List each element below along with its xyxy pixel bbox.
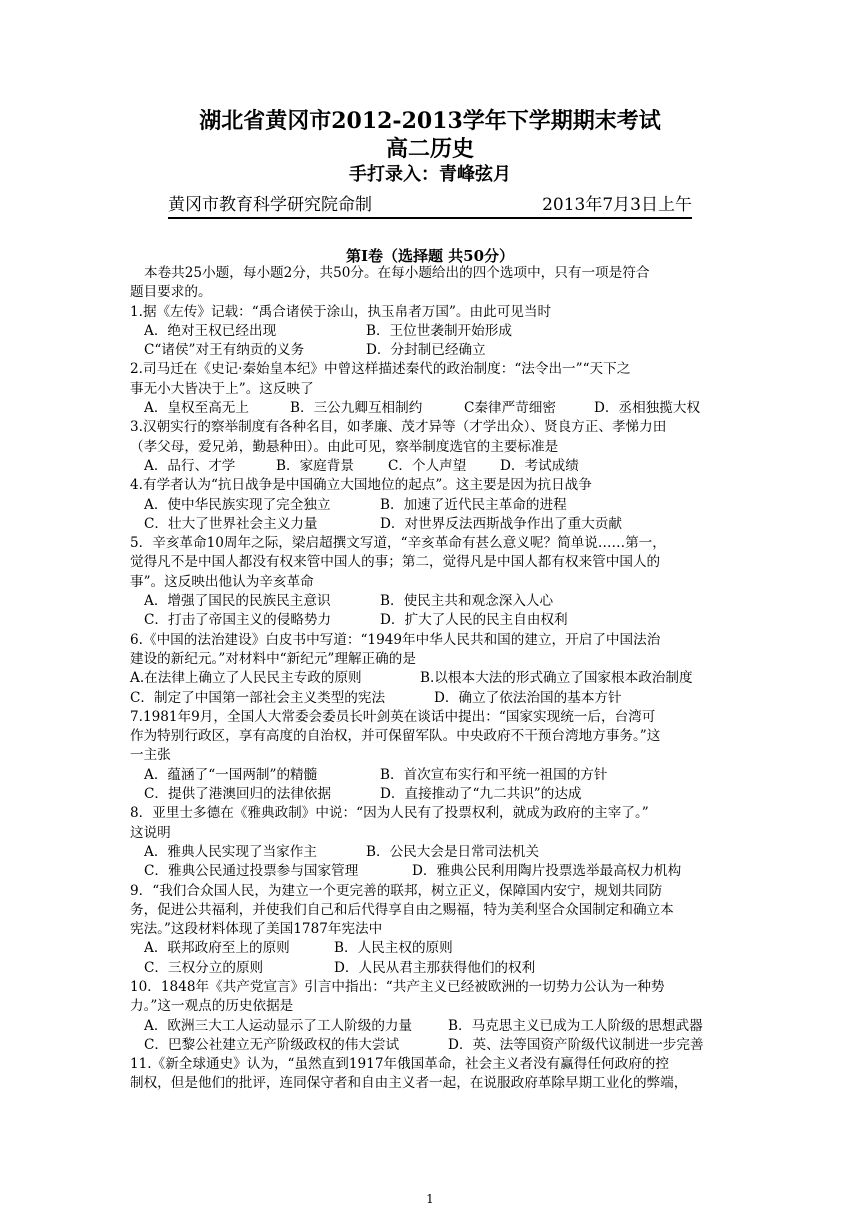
options-row [130, 457, 730, 476]
question-stem: 建设的新纪元。”对材料中“新纪元”理解正确的是 [130, 650, 416, 667]
instructions: 题目要求的。 [130, 284, 212, 301]
subject-title: 高二历史 [385, 136, 474, 162]
option: B．加速了近代民主革命的进程 [380, 496, 567, 513]
question-stem: 觉得凡不是中国人都没有权来管中国人的事；第二，觉得凡是中国人都有权来管中国人的 [130, 554, 661, 571]
option: B．三公九卿互相制约 [290, 400, 423, 417]
question-stem: 力。”这一观点的历史依据是 [130, 998, 294, 1015]
issuer-line [168, 190, 692, 219]
option: A．欧洲三大工人运动显示了工人阶级的力量 [144, 1017, 413, 1034]
options-row [130, 689, 730, 708]
question-body [130, 264, 730, 1094]
question-stem: 1.据《左传》记载：“禹合诸侯于涂山，执玉帛者万国”。由此可见当时 [130, 303, 552, 320]
question-stem: 8．亚里士多德在《雅典政制》中说：“因为人民有了投票权利，就成为政府的主宰了。” [130, 805, 649, 822]
option: D．人民从君主那获得他们的权利 [334, 959, 536, 976]
option: B．人民主权的原则 [334, 940, 453, 957]
option: B．马克思主义已成为工人阶级的思想武器 [448, 1017, 703, 1034]
question-stem: 3.汉朝实行的察举制度有各种名目，如孝廉、茂才异等（才学出众）、贤良方正、孝悌力田 [130, 419, 667, 436]
option: B．家庭背景 [276, 457, 354, 474]
option: A．联邦政府至上的原则 [144, 940, 290, 957]
options-row [130, 322, 730, 341]
question-stem: 10．1848年《共产党宣言》引言中指出：“共产主义已经被欧洲的一切势力公认为一种势 [130, 978, 665, 995]
options-row [130, 939, 730, 958]
option: D．丞相独揽大权 [594, 400, 701, 417]
option: D．确立了依法治国的基本方针 [434, 689, 622, 706]
options-row [130, 515, 730, 534]
options-row [130, 785, 730, 804]
options-row [130, 1036, 730, 1055]
option: B．公民大会是日常司法机关 [366, 843, 540, 860]
question-stem: 4.有学者认为“抗日战争是中国确立大国地位的起点”。这主要是因为抗日战争 [130, 477, 592, 494]
option: D．扩大了人民的民主自由权利 [380, 612, 568, 629]
question-stem: 这说明 [130, 824, 171, 841]
option: B．王位世袭制开始形成 [366, 322, 512, 339]
options-row [130, 959, 730, 978]
option: C．打击了帝国主义的侵略势力 [144, 612, 332, 629]
options-row [130, 843, 730, 862]
option: A．蕴涵了“一国两制”的精髓 [144, 766, 318, 783]
option: B．首次宣布实行和平统一祖国的方针 [380, 766, 608, 783]
option: C．提供了港澳回归的法律依据 [144, 786, 332, 803]
options-row [130, 496, 730, 515]
question-stem: 9．“我们合众国人民，为建立一个更完善的联邦，树立正义，保障国内安宁，规划共同防 [130, 882, 663, 899]
question-stem: 事无小大皆决于上”。这反映了 [130, 380, 314, 397]
options-row [130, 399, 730, 418]
question-stem: 6.《中国的法治建设》白皮书中写道：“1949年中华人民共和国的建立，开启了中国法治 [130, 631, 661, 648]
option: D．对世界反法西斯战争作出了重大贡献 [380, 515, 622, 532]
option: A．使中华民族实现了完全独立 [144, 496, 331, 513]
option: D．考试成绩 [500, 457, 579, 474]
option: C．三权分立的原则 [144, 959, 264, 976]
question-stem: 11.《新全球通史》认为，“虽然直到1917年俄国革命，社会主义者没有赢得任何政府的控 [130, 1056, 669, 1073]
option: C．壮大了世界社会主义力量 [144, 515, 318, 532]
issuer-name: 黄冈市教育科学研究院命制 [168, 195, 372, 215]
option: A．雅典人民实现了当家作主 [144, 843, 317, 860]
options-row [130, 862, 730, 881]
option: D．雅典公民利用陶片投票选举最高权力机构 [412, 863, 682, 880]
question-stem: 一主张 [130, 747, 171, 764]
question-stem: 务，促进公共福利，并使我们自己和后代得享自由之赐福，特为美利坚合众国制定和确立本 [130, 901, 674, 918]
option: C．制定了中国第一部社会主义类型的宪法 [130, 689, 386, 706]
question-stem: 作为特别行政区，享有高度的自治权，并可保留军队。中央政府不干预台湾地方事务。”这 [130, 728, 661, 745]
option: C“诸侯”对王有纳贡的义务 [144, 342, 305, 359]
question-stem: 制权，但是他们的批评，连同保守者和自由主义者一起，在说服政府革除早期工业化的弊端， [130, 1075, 688, 1092]
option: A．皇权至高无上 [144, 400, 249, 417]
exam-date: 2013年7月3日上午 [542, 195, 692, 215]
instructions: 本卷共25小题，每小题2分，共50分。在每小题给出的四个选项中，只有一项是符合 [144, 265, 650, 281]
section-title: 第Ⅰ卷（选择题 共50分） [345, 247, 515, 265]
option: C秦律严苛细密 [464, 400, 556, 417]
typist-credit: 手打录入：青峰弦月 [349, 164, 511, 185]
options-row [130, 592, 730, 611]
option: A．绝对王权已经出现 [144, 322, 277, 339]
page-number: 1 [426, 1192, 434, 1206]
question-stem: 宪法。”这段材料体现了美国1787年宪法中 [130, 921, 383, 938]
option: B.以根本大法的形式确立了国家根本政治制度 [420, 670, 693, 687]
question-stem: 5．辛亥革命10周年之际，梁启超撰文写道，“辛亥革命有甚么意义呢？简单说……第一， [130, 535, 666, 552]
options-row [130, 341, 730, 360]
option: C．雅典公民通过投票参与国家管理 [144, 863, 359, 880]
option: C．巴黎公社建立无产阶级政权的伟大尝试 [144, 1036, 400, 1053]
option: A．品行、才学 [144, 457, 236, 474]
question-stem: 7.1981年9月，全国人大常委会委员长叶剑英在谈话中提出：“国家实现统一后，台湾可 [130, 708, 656, 725]
options-row [130, 766, 730, 785]
question-stem: 2.司马迁在《史记·秦始皇本纪》中曾这样描述秦代的政治制度：“法令出一”“天下之 [130, 361, 631, 378]
option: D．英、法等国资产阶级代议制进一步完善 [448, 1036, 704, 1053]
question-stem: 事”。这反映出他认为辛亥革命 [130, 573, 314, 590]
options-row [130, 611, 730, 630]
option: A.在法律上确立了人民民主专政的原则 [130, 670, 362, 687]
option: D．分封制已经确立 [366, 342, 486, 359]
option: B．使民主共和观念深入人心 [380, 593, 554, 610]
question-stem: （孝父母，爱兄弟，勤悬种田）。由此可见，察举制度选官的主要标准是 [130, 438, 559, 455]
options-row [130, 1017, 730, 1036]
options-row [130, 669, 730, 688]
exam-title: 湖北省黄冈市2012-2013学年下学期期末考试 [199, 108, 661, 134]
option: D．直接推动了“九二共识”的达成 [380, 786, 582, 803]
option: A．增强了国民的民族民主意识 [144, 593, 331, 610]
option: C．个人声望 [388, 457, 467, 474]
